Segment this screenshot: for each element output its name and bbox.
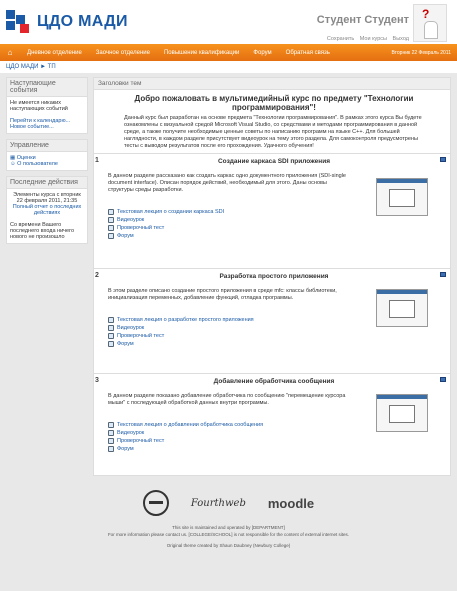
site-logo[interactable]	[6, 10, 128, 34]
college-logo-icon	[143, 490, 169, 516]
footer-line-3: Original theme created by Shaun Daubney (Newbury College)	[166, 543, 291, 548]
home-icon[interactable]: ⌂	[7, 48, 13, 57]
user-name: Студент Студент	[316, 14, 409, 26]
site-header	[0, 0, 457, 44]
video-icon	[108, 430, 114, 436]
section-thumbnail	[376, 394, 428, 432]
activity-video[interactable]: Видеоурок	[108, 429, 440, 437]
site-footer	[0, 480, 457, 549]
footer-logos	[0, 488, 457, 518]
moodle-logo[interactable]: moodle	[267, 495, 315, 511]
video-icon	[108, 217, 114, 223]
footer-text	[0, 524, 457, 549]
section-desc: В данном разделе рассказано как создать каркас одно документного приложения (SDI-single document interface). Описан порядок действий, необходимый для этого. Даны основы структуры среды разработки.	[108, 173, 346, 193]
user-links	[317, 36, 409, 42]
activity-video[interactable]: Видеоурок	[108, 324, 440, 332]
section-toggle-icon[interactable]	[440, 157, 446, 162]
section-title: Добавление обработчика сообщения	[213, 378, 335, 385]
footer-line-1: This site is maintained and operated by [DEPARTMENT]	[172, 525, 285, 530]
section-title: Разработка простого приложения	[219, 273, 329, 280]
manage-block	[6, 139, 88, 171]
nav-item-qualification[interactable]: Повышение квалификации	[163, 49, 240, 56]
activity-quiz[interactable]: Проверочный тест	[108, 224, 440, 232]
section-toggle-icon[interactable]	[440, 272, 446, 277]
events-block	[6, 77, 88, 134]
activity-forum[interactable]: Форум	[108, 232, 440, 240]
full-report-link[interactable]: Полный отчет о последних действиях	[12, 204, 82, 216]
nav-date: Вторник 22 Февраль 2011	[391, 49, 451, 56]
recent-none-text: Со времени Вашего последнего входа ничего нового не произошло	[10, 222, 75, 240]
recent-title: Последние действия	[7, 177, 87, 189]
forum-icon	[108, 233, 114, 239]
welcome-text: Данный курс был разработан на основе предмета "Технологии программирования". В рамках этого курса Вы будете ознакомлены с визуальной средой Microsoft Visual Studio, со средствами и методами программирования в данной среде, а также получите необходимые ценные советы по написанию программ на языке С++. Для большей наглядности, в каждом разделе присутствует видеоурок на тему этого раздела. Для самоконтроля предусмотрены тесты с выводом результатов после его прохождения. Удачного обучения!	[124, 115, 422, 149]
course-content	[93, 77, 451, 476]
logout-link[interactable]: Выход	[392, 36, 409, 42]
save-link[interactable]: Сохранить	[326, 36, 355, 42]
user-block	[317, 14, 409, 42]
calendar-link[interactable]: Перейти к календарю...	[10, 118, 71, 124]
recent-text: Элементы курса с вторник 22 февраля 2011, 21:35	[13, 192, 81, 204]
profile-label: О пользователе	[17, 161, 58, 167]
sidebar	[6, 77, 88, 476]
profile-link[interactable]: ☺ О пользователе	[10, 161, 58, 167]
section-desc: В данном разделе показано добавление обработчика по сообщению "перемещение курсора мыши" с последующей обработкой данных внутри программы.	[108, 393, 346, 406]
logo-mark-icon	[6, 10, 34, 34]
topics-header: Заголовки тем	[93, 77, 451, 90]
nav-item-forum[interactable]: Форум	[253, 49, 272, 56]
welcome-section	[93, 90, 451, 154]
nav-item-day[interactable]: Дневное отделение	[27, 49, 82, 56]
activity-lecture[interactable]: Текстовая лекция о разработке простого приложения	[108, 316, 440, 324]
grades-label: Оценки	[16, 155, 36, 161]
document-icon	[108, 422, 114, 428]
activity-quiz[interactable]: Проверочный тест	[108, 332, 440, 340]
section-number: 1	[95, 157, 99, 164]
topic-section-3	[93, 374, 451, 476]
activity-forum[interactable]: Форум	[108, 445, 440, 453]
main-area	[0, 73, 457, 480]
document-icon	[108, 209, 114, 215]
footer-line-2: For more information please contact us. [COLLEGE/SCHOOL] is not responsible for the content of external internet sites.	[107, 532, 350, 537]
section-title: Создание каркаса SDI приложения	[217, 158, 331, 165]
forum-icon	[108, 446, 114, 452]
question-mark-icon: ?	[422, 7, 430, 21]
quiz-icon	[108, 333, 114, 339]
avatar[interactable]	[413, 4, 447, 42]
video-icon	[108, 325, 114, 331]
section-thumbnail	[376, 289, 428, 327]
main-nav	[0, 44, 457, 61]
manage-title: Управление	[7, 140, 87, 152]
my-courses-link[interactable]: Мои курсы	[359, 36, 387, 42]
topic-section-2	[93, 269, 451, 374]
new-event-link[interactable]: Новое событие...	[10, 124, 54, 130]
document-icon	[108, 317, 114, 323]
quiz-icon	[108, 225, 114, 231]
forum-icon	[108, 341, 114, 347]
activity-forum[interactable]: Форум	[108, 340, 440, 348]
welcome-title: Добро пожаловать в мультимедийный курс по предмету "Технологии программирования"!	[134, 94, 414, 112]
breadcrumb[interactable]: ЦДО МАДИ ► ТП	[0, 61, 457, 73]
nav-item-extramural[interactable]: Заочное отделение	[95, 49, 150, 56]
events-title: Наступающие события	[7, 78, 87, 97]
recent-block	[6, 176, 88, 244]
activity-quiz[interactable]: Проверочный тест	[108, 437, 440, 445]
activity-video[interactable]: Видеоурок	[108, 216, 440, 224]
section-number: 3	[95, 377, 99, 384]
activity-lecture[interactable]: Текстовая лекция о создании каркаса SDI	[108, 208, 440, 216]
section-desc: В этом разделе описано создание простого приложения в среде mfc: классы библиотеки, инициализация переменных, добавление функций, отладка программы.	[108, 288, 337, 301]
topic-section-1	[93, 154, 451, 269]
fourthweb-logo[interactable]: Fourthweb	[190, 497, 246, 509]
nav-item-feedback[interactable]: Обратная связь	[285, 49, 330, 56]
section-toggle-icon[interactable]	[440, 377, 446, 382]
events-text: Не имеется никаких наступающих событий	[10, 100, 68, 112]
quiz-icon	[108, 438, 114, 444]
grades-link[interactable]: ▦ Оценки	[10, 155, 36, 161]
section-thumbnail	[376, 178, 428, 216]
section-number: 2	[95, 272, 99, 279]
activity-lecture[interactable]: Текстовая лекция о добавлении обработчика сообщения	[108, 421, 440, 429]
user-silhouette-icon	[424, 21, 438, 39]
logo-text: ЦДО МАДИ	[37, 13, 128, 30]
